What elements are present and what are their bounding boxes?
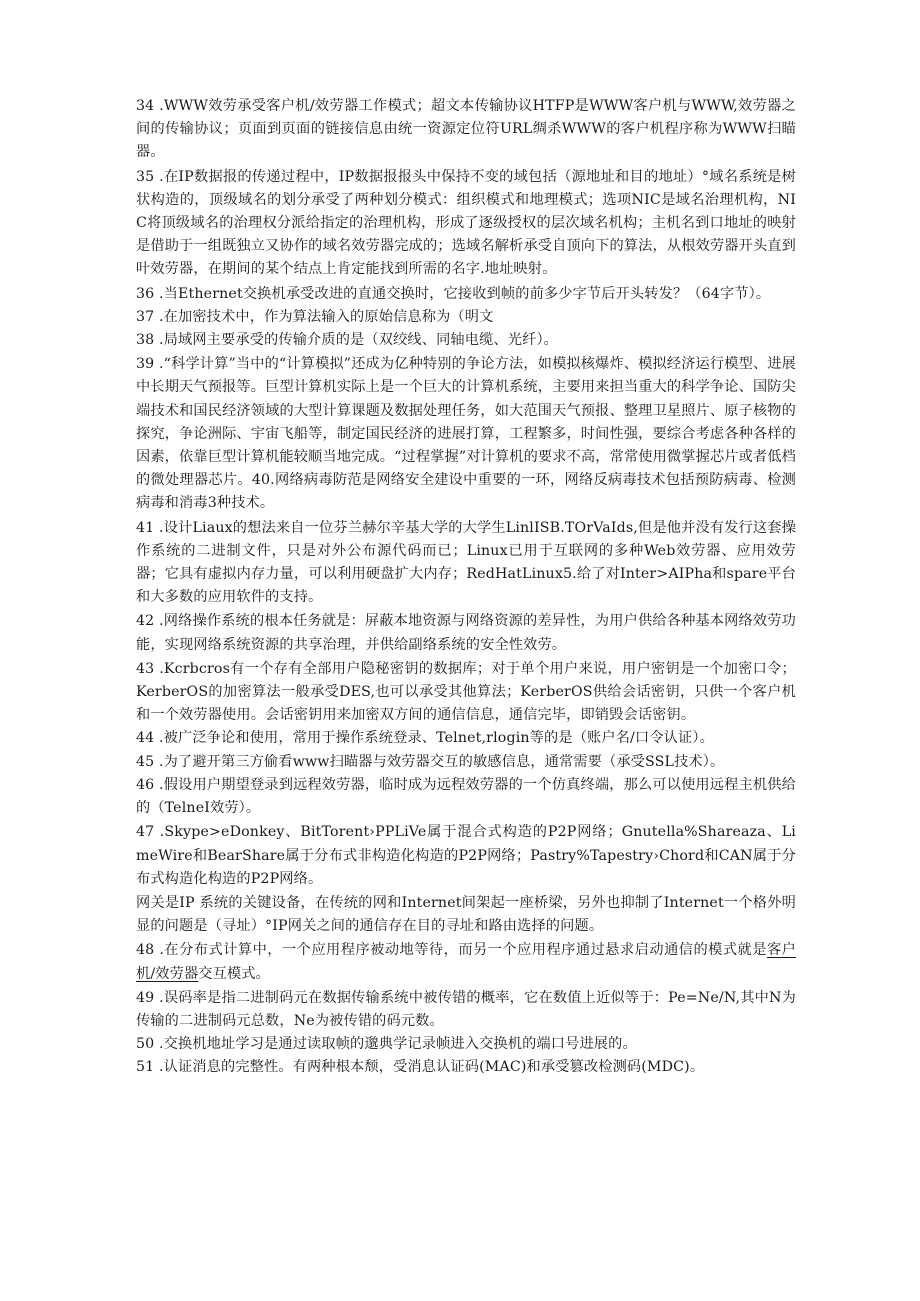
paragraph-48 [136, 939, 796, 985]
paragraph-48-after: 交互模式。 [198, 965, 270, 982]
paragraph-50: 50 .交换机地址学习是通过读取帧的邈典学记录帧进入交换机的端口号进展的。 [136, 1036, 637, 1053]
paragraph-43: 43 .Kcrbcros有一个存有全部用户隐秘密钥的数据库；对于单个用户来说，用户密钥是一个加密口令；KerberOS的加密算法一般承受DES,也可以承受其他算法；KerberOS供给会话密钥，只供一个客户机和一个效劳器使用。会话密钥用来加密双方间的通信信息，通信完毕，即销毁会话密钥。 [136, 660, 796, 724]
paragraph-48-before: 48 .在分布式计算中，一个应用程序被动地等待，而另一个应用程序通过悬求启动通信的模式就是 [136, 942, 767, 959]
paragraph-41: 41 .设计Liaux的想法来自一位芬兰赫尔辛基大学的大学生LinlISB.TOrVaIds,但是他并没有发行这套操作系统的二进制文件，只是对外公布源代码而已；Linux已用于互联网的多种Web效劳器、应用效劳器；它具有虚拟内存力量，可以利用硬盘扩大内存；RedHatLinux5.给了对Inter>AIPha和spare平台和大多数的应用软件的支持。 [136, 519, 796, 606]
paragraph-44: 44 .被广泛争论和使用，常用于操作系统登录、Telnet,rlogin等的是（账户名/口令认证）。 [136, 730, 714, 747]
paragraph-34: 34 .WWW效劳承受客户机/效劳器工作模式；超文本传输协议HTFP是WWW客户机与WWW,效劳器之间的传输协议；页面到页面的链接信息由统一资源定位符URL绸杀WWW的客户机程序称为WWW扫瞄器。 [136, 98, 796, 161]
paragraph-36: 36 .当Ethernet交换机承受改进的直通交换时，它接收到帧的前多少字节后开头转发？（64字节）。 [136, 285, 771, 302]
paragraph-37: 37 .在加密技术中，作为算法输入的原始信息称为（明文 [136, 308, 494, 325]
paragraph-49: 49 .误码率是指二进制码元在数据传输系统中被传错的概率，它在数值上近似等于：Pe=Ne/N,其中N为传输的二进制码元总数，Ne为被传错的码元数。 [136, 989, 796, 1029]
document-body [136, 95, 796, 1080]
paragraph-47: 47 .Skype>eDonkey、BitTorent›PPLiVe属于混合式构造的P2P网络；Gnutella%Shareaza、LimeWire和BearShare属于分布式非构造化构造的P2P网络；Pastry%Tapestry›Chord和CAN属于分布式构造化构造的P2P网络。 [136, 824, 796, 887]
paragraph-gateway: 网关是IP 系统的关键设备，在传统的网和Internet间架起一座桥梁，另外也抑制了Internet一个格外明显的问题是（寻址）°IP网关之间的通信存在目的寻址和路由选择的问题。 [136, 894, 796, 935]
paragraph-39: 39 .“科学计算”当中的“计算模拟”还成为亿种特别的争论方法，如模拟核爆炸、模拟经济运行模型、进展中长期天气预报等。巨型计算机实际上是一个巨大的计算机系统，主要用来担当重大的科学争论、国防尖端技术和国民经济领域的大型计算课题及数据处理任务，如大范围天气预报、整理卫星照片、原子核物的探究，争论洲际、宇宙飞船等，制定国民经济的进展打算，工程繁多，时间性强，要综合考虑各种各样的因素，依靠巨型计算机能较顺当地完成。“过程掌握”对计算机的要求不高，常常使用微掌握芯片或者低档的微处理器芯片。40.网络病毒防范是网络安全建设中重要的一环，网络反病毒技术包括预防病毒、检测病毒和消毒3种技术。 [136, 356, 796, 512]
paragraph-51: 51 .认证消息的完整性。有两种根本颓，受消息认证码(MAC)和承受篡改检测码(MDC)。 [136, 1059, 705, 1076]
paragraph-48-underlined-term: 客户机/效劳器 [136, 942, 796, 982]
paragraph-45: 45 .为了避开第三方偷看www扫瞄器与效劳器交互的敏感信息，通常需要（承受SSL技术）。 [136, 753, 725, 770]
paragraph-42: 42 .网络操作系统的根本任务就是：屏蔽本地资源与网络资源的差异性，为用户供给各种基本网络效劳功能，实现网络系统资源的共享治理，并供给副络系统的安全性效劳。 [136, 613, 796, 653]
paragraph-35: 35 .在IP数据报的传递过程中，IP数据报报头中保持不变的域包括（源地址和目的地址）°域名系统是树状构造的，顶级域名的划分承受了两种划分模式：组织模式和地理模式；选项NIC是域名治理机构，NIC将顶级域名的治理权分派给指定的治理机构，形成了逐级授权的层次域名机构；主机名到口地址的映射是借助于一组既独立又协作的域名效劳器完成的；选域名解析承受自顶向下的算法，从根效劳器开头直到叶效劳器，在期间的某个结点上肯定能找到所需的名字.地址映射。 [136, 168, 796, 278]
paragraph-38: 38 .局域网主要承受的传输介质的是（双绞线、同轴电缆、光纤）。 [136, 332, 559, 349]
paragraph-46: 46 .假设用户期望登录到远程效劳器，临时成为远程效劳器的一个仿真终端，那么可以使用远程主机供给的（TelneI效劳）。 [136, 776, 796, 817]
